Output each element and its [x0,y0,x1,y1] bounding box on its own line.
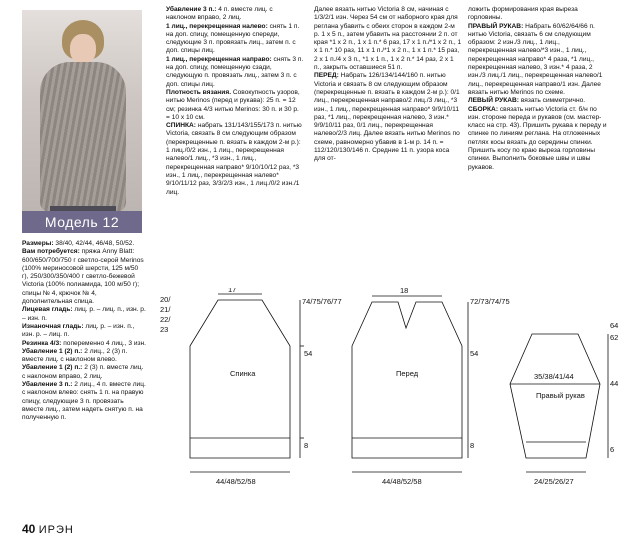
paragraph [468,97,608,105]
paragraph-text: 2 (3) п. вместе лиц. с наклоном вправо, 2 лиц. [22,364,144,380]
model-photo [22,10,142,232]
paragraph-heading: Плотность вязания. [166,88,232,96]
page-footer [22,522,74,536]
svg-text:18: 18 [400,288,409,295]
paragraph-heading: Изнаночная гладь: [22,322,84,330]
svg-text:23: 23 [160,325,169,334]
svg-text:6: 6 [610,445,615,454]
back-label: Спинка [230,369,256,378]
paragraph [22,381,146,422]
paragraph-heading: 1 лиц., перекрещенная налево: [166,22,268,30]
back-top-width: 17 [228,288,237,294]
back-outline [190,300,290,458]
paragraph [22,364,146,381]
paragraph [468,23,608,98]
paragraph [166,122,304,197]
paragraph-text: связать нитью Victoria ст. б/н по изн. стороне переда и рукавов (см. мастер-класс на стр. 43). Пришить рукава к переду и спинке по линиям реглана. На отложенных петлях косы вязать до середины спинки. Пришить косу по краю выреза горловины спинки. Выполнить боковые швы и швы рукавов. [468,105,607,171]
svg-text:74/75/76/77: 74/75/76/77 [302,297,342,306]
svg-text:21/: 21/ [160,305,171,314]
paragraph [166,89,304,122]
paragraph-heading: ПРАВЫЙ РУКАВ: [468,22,524,30]
paragraph-text: Далее вязать нитью Victoria 8 см, начиная с 1/3/2/1 изн. Через 54 см от наборного края для реглана убавить с обеих сторон в каждом 2-м р. 1 х 5 п., затем убавить на расстоянии 2 п. от края *1 х 2 п., 1 х 1 п.* 6 раз, 17 х 1 п./*1 х 2 п., 1 х 1 п.* 10 раз, 11 х 1 п./*1 х 2 п., 1 х 1 п.* 15 раз, 2 х 1 п./4 х 3 п., *1 х 1 п., 1 х 2 п.* 14 раз, 2 х 1 п., закрыть оставшиеся 51 п. [314,6,462,72]
paragraph [22,323,146,340]
paragraph-text: пряжа Anny Blatt: 600/650/700/750 г светло-серой Merinos (100% мериносовой шерсти, 125 м/50 г), 250/300/350/400 г светло-бежевой Victoria (100% полиамида, 100 м/50 г); спицы № 4, крючок № 4, дополнительная спица. [22,248,144,306]
paragraph-text: 2 лиц., 4 п. вместе лиц. с наклоном влево: снять 1 п. на правую спицу, следующие 3 п. провязать вместе лиц., затем надеть снятую п. на полученную п. [22,381,146,422]
paragraph-text: лиц. р. – изн. п., изн. р. – лиц. п. [22,322,135,339]
paragraph-heading: Лицевая гладь: [22,306,73,314]
paragraph-text: лиц. р. – лиц. п., изн. р. – изн. п. [22,306,146,322]
text-column-1 [22,240,146,423]
paragraph-heading: Убавление 3 п.: [22,381,73,389]
paragraph [314,6,462,72]
paragraph-text: Набрать 126/134/144/160 п. нитью Victoria и связать 8 см следующим образом (перекрещенные п. вязать в каждом 2-м р.): 0/1 лиц., перекрещенная направо/2 лиц./3 лиц., *3 изн., 1 лиц., перекрещенная направо* 9/9/10/11 раз, *1 лиц., перекрещенная налево, 3 изн.* 9/9/10/11 раз, 0/1 лиц., перекрещенная налево/2/3 лиц. Далее вязать нитью Merinos по схеме, равномерно убавив в 1-м р. 14 п. = 112/120/130/146 п. Средние 11 п. узора коса для от- [314,72,460,163]
svg-text:35/38/41/44: 35/38/41/44 [534,372,574,381]
paragraph-text: 38/40, 42/44, 46/48, 50/52. [53,240,135,247]
paragraph [22,348,146,365]
paragraph [166,6,304,23]
svg-text:44: 44 [610,379,619,388]
paragraph [22,340,146,348]
svg-text:22/: 22/ [160,315,171,324]
paragraph-text: Совокупность узоров, нитью Merinos (перед и рукава): 25 п. = 12 см; резинка 4/3 нитью Merinos: 30 п. и 30 р. = 10 х 10 см. [166,88,300,121]
svg-text:8: 8 [470,441,475,450]
paragraph-heading: ЛЕВЫЙ РУКАВ: [468,97,519,105]
svg-text:44/48/52/58: 44/48/52/58 [382,477,422,486]
paragraph-text: 2 лиц., 2 (3) п. вместе лиц. с наклоном влево. [22,347,128,364]
paragraph-heading: Резинка 4/3: [22,339,62,347]
paragraph-text: 4 п. вместе лиц. с наклоном вправо, 2 лиц. [166,6,273,22]
sleeve-label: Правый рукав [536,391,585,400]
model-face [70,34,96,64]
paragraph-text: вязать симметрично. [518,97,586,105]
svg-text:44/48/52/58: 44/48/52/58 [216,477,256,486]
text-column-3 [314,6,462,164]
front-outline [352,302,462,458]
svg-text:54: 54 [470,349,479,358]
paragraph-heading: Вам потребуется: [22,248,80,256]
svg-text:64: 64 [610,321,619,330]
paragraph-text: набрать 131/143/155/173 п. нитью Victoria, связать 8 см следующим образом (перекрещенные п. вязать в каждом 2-м р.): 1 лиц./0/2 изн., 1 лиц., перекрещенная налево/1 лиц., *3 изн., 1 лиц., перекрещенная направо* 9/10/10/12 раз, *3 изн., 1 лиц., перекрещенная налево* 9/10/11/12 раз, 3/3/2/3 изн., 1 лиц./0/2 изн./1 лиц. [166,122,302,196]
paragraph-text: Набрать 60/62/64/66 п. нитью Victoria, связать 6 см следующим образом: 2 изн./3 лиц., 1 лиц., перекрещенная налево/*3 изн., 1 лиц., перекрещенная направо* 4 раза, *1 лиц., перекрещенная налево, 3 изн.* 4 раза, 2 изн./3 лиц./1 лиц., перекрещенная налево/1 лиц., перекрещенная направо/1 изн. Далее вязать нитью Merinos по схеме. [468,22,603,96]
svg-text:8: 8 [304,441,309,450]
paragraph-text: попеременно 4 лиц., 3 изн. [61,339,146,347]
pattern-diagrams [160,288,620,510]
magazine-name: ИРЭН [38,524,74,536]
svg-text:20/: 20/ [160,295,171,304]
paragraph [314,72,462,163]
svg-text:24/25/26/27: 24/25/26/27 [534,477,574,486]
paragraph [22,306,146,323]
paragraph [166,56,304,89]
model-sweater [40,62,126,212]
paragraph-heading: СБОРКА: [468,105,499,113]
paragraph-text: снять 1 п. на доп. спицу, помещенную спереди, следующие 3 п. провязать лиц., затем п. с доп. спицы лиц. [166,22,300,55]
text-column-4 [468,6,608,172]
paragraph-heading: Убавление 3 п.: [166,6,217,13]
paragraph-heading: 1 лиц., перекрещенная направо: [166,55,272,63]
paragraph-heading: ПЕРЕД: [314,72,339,80]
svg-text:72/73/74/75: 72/73/74/75 [470,297,510,306]
paragraph-text: снять 3 п. на доп. спицу, помещенную сзади, следующую п. провязать лиц., затем 3 п. с доп. спицы лиц. [166,55,304,88]
paragraph [468,6,608,23]
paragraph-heading: Убавление 1 (2) п.: [22,347,83,355]
front-label: Перед [396,369,419,378]
paragraph [468,106,608,172]
model-label: Модель 12 [22,211,142,233]
page-number: 40 [22,522,36,536]
paragraph-heading: Убавление 1 (2) п.: [22,364,83,372]
paragraph [22,248,146,306]
paragraph-text: ложить формирования края выреза горловины. [468,6,578,22]
paragraph [166,23,304,56]
text-column-2 [166,6,304,197]
svg-text:62: 62 [610,333,619,342]
svg-text:54: 54 [304,349,313,358]
paragraph-heading: СПИНКА: [166,122,196,130]
paragraph-heading: Размеры: [22,240,54,247]
